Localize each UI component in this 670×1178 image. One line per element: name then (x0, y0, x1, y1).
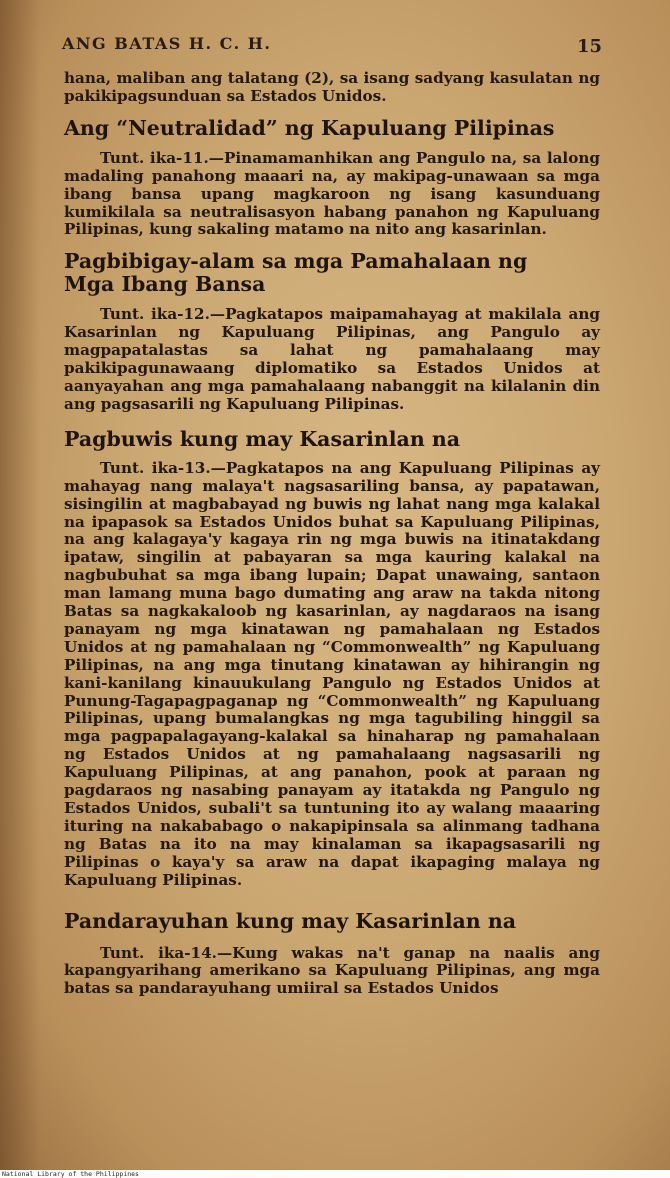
heading-line-1: Pagbibigay-alam sa mga Pamahalaan ng (64, 249, 528, 274)
page-number: 15 (576, 36, 602, 57)
section-heading-neutralidad: Ang “Neutralidad” ng Kapuluang Pilipinas (64, 115, 555, 140)
section-heading-pagbibigay-alam (64, 250, 600, 296)
page-body (64, 70, 600, 998)
section-heading-pandarayuhan: Pandarayuhan kung may Kasarinlan na (64, 908, 517, 933)
section-text-ika-12: Tunt. ika-12.—Pagkatapos maipamahayag at makilala ang Kasarinlan ng Kapuluang Pilipinas, ang Pangulo ay magpapatalastas sa lahat ng pamahalaang may pakikipagunawaang diplomatiko sa Estados Unidos at aanyayahan ang mga pamahalaang nabanggit na kilalanin din ang pagsasarili ng Kapuluang Pilipinas. (64, 305, 600, 413)
running-header (62, 34, 602, 56)
section-text-ika-13: Tunt. ika-13.—Pagkatapos na ang Kapuluang Pilipinas ay mahayag nang malaya't nagsasariling bansa, ay papatawan, sisingilin at magbabayad ng buwis ng lahat nang mga kalakal na ipapasok sa Estados Unidos buhat sa Kapuluang Pilipinas, na ang kalagaya'y kagaya rin ng mga buwis na itinatakdang ipataw, singilin at pabayaran sa mga kauring kalakal na nagbubuhat sa mga ibang lupain; Dapat unawaing, santaon man lamang muna bago dumating ang araw na takda nitong Batas sa nagkakaloob ng kasarinlan, ay nagdaraos na isang panayam ng mga kinatawan ng pamahalaan ng Estados Unidos at ng pamahalaan ng “Commonwealth” ng Kapuluang Pilipinas, na ang mga tinutang kinatawan ay hihirangin ng kani-kanilang kinauukulang Pangulo ng Estados Unidos at Punung-Tagapagpaganap ng “Commonwealth” ng Kapuluang Pilipinas, upang bumalangkas ng mga tagubiling hinggil sa mga pagpapalagayang-kalakal sa hinaharap ng pamahalaan ng Estados Unidos at ng pamahalaang nagsasarili ng Kapuluang Pilipinas, at ang panahon, pook at paraan ng pagdaraos ng nasabing panayam ay itatakda ng Pangulo ng Estados Unidos, subali't sa tuntuning ito ay walang maaaring ituring na nakababago o nakapipinsala sa alinmang tadhana ng Batas na ito na may kinalaman sa ikapagsasarili ng Pilipinas o kaya'y sa araw na dapat ikapaging malaya ng Kapuluang Pilipinas. (64, 458, 600, 889)
section-text-ika-14: Tunt. ika-14.—Kung wakas na't ganap na naalis ang kapangyarihang amerikano sa Kapuluang Pilipinas, ang mga batas sa pandarayuhang umiiral sa Estados Unidos (64, 943, 600, 998)
intro-paragraph: hana, maliban ang talatang (2), sa isang sadyang kasulatan ng pakikipagsunduan sa Estados Unidos. (64, 69, 600, 105)
library-credit: National Library of the Philippines (2, 1170, 139, 1178)
heading-line-2: Mga Ibang Bansa (64, 272, 266, 297)
section-text-ika-11: Tunt. ika-11.—Pinamamanhikan ang Pangulo na, sa lalong madaling panahong maaari na, ay makipag-unawaan sa mga ibang bansa upang magkaroon ng isang kasunduang kumikilala sa neutralisasyon habang panahon ng Kapuluang Pilipinas, kung sakaling matamo na nito ang kasarinlan. (64, 148, 600, 239)
running-title: ANG BATAS H. C. H. (62, 34, 272, 53)
section-heading-pagbuwis: Pagbuwis kung may Kasarinlan na (64, 426, 461, 451)
